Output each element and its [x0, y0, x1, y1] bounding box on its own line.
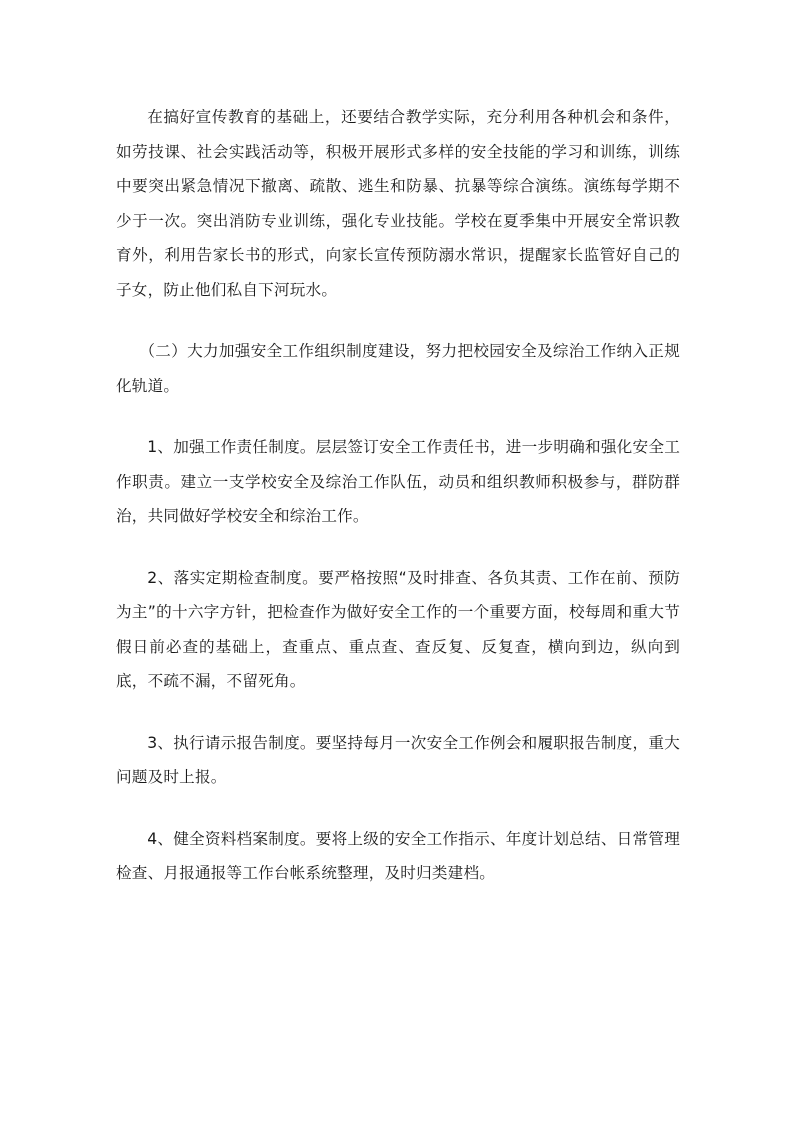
- paragraph-reporting-system: 3、执行请示报告制度。要坚持每月一次安全工作例会和履职报告制度，重大问题及时上报。: [116, 733, 680, 786]
- paragraph-archive-system: 4、健全资料档案制度。要将上级的安全工作指示、年度计划总结、日常管理检查、月报通报等工作台帐系统整理，及时归类建档。: [116, 829, 680, 882]
- section-heading-2: （二）大力加强安全工作组织制度建设，努力把校园安全及综治工作纳入正规化轨道。: [116, 342, 680, 395]
- paragraph-responsibility-system: 1、加强工作责任制度。层层签订安全工作责任书，进一步明确和强化安全工作职责。建立一支学校安全及综治工作队伍，动员和组织教师积极参与，群防群治，共同做好学校安全和综治工作。: [116, 438, 680, 525]
- paragraph-safety-training: 在搞好宣传教育的基础上，还要结合教学实际，充分利用各种机会和条件，如劳技课、社会实践活动等，积极开展形式多样的安全技能的学习和训练，训练中要突出紧急情况下撤离、疏散、逃生和防暴、抗暴等综合演练。演练每学期不少于一次。突出消防专业训练，强化专业技能。学校在夏季集中开展安全常识教育外，利用告家长书的形式，向家长宣传预防溺水常识，提醒家长监管好自己的子女，防止他们私自下河玩水。: [116, 108, 680, 299]
- paragraph-inspection-system: 2、落实定期检查制度。要严格按照“及时排查、各负其责、工作在前、预防为主”的十六字方针，把检查作为做好安全工作的一个重要方面，校每周和重大节假日前必查的基础上，查重点、重点查、查反复、反复查，横向到边，纵向到底，不疏不漏，不留死角。: [116, 568, 680, 690]
- document-page: [116, 100, 680, 918]
